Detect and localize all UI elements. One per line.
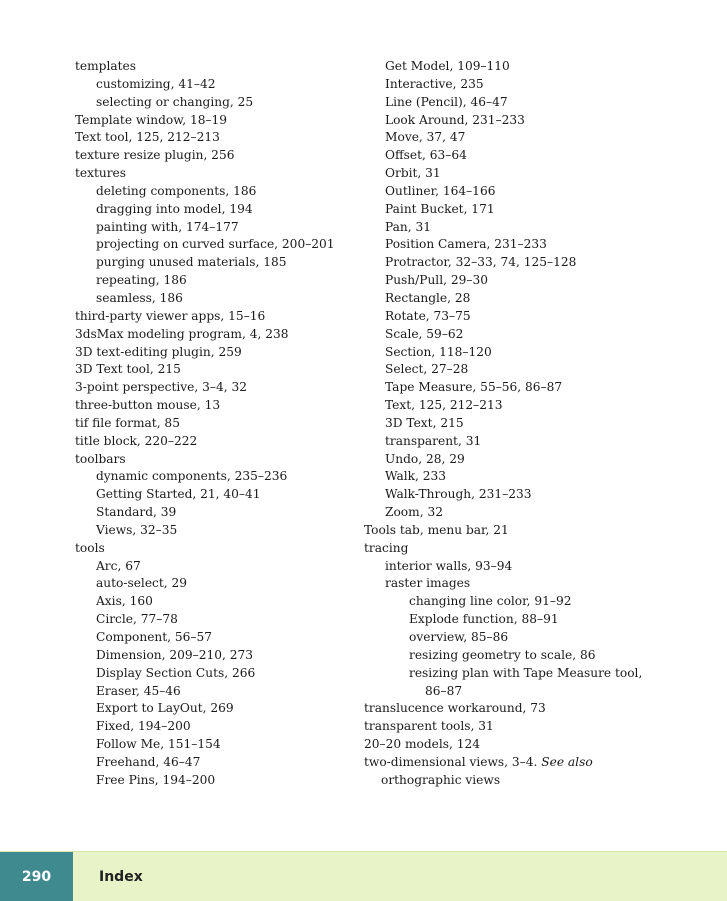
index-entry-text: Paint Bucket, 171 xyxy=(385,201,495,216)
index-entry xyxy=(75,201,360,219)
index-entry xyxy=(364,629,684,647)
index-entry-text: transparent tools, 31 xyxy=(364,719,494,734)
index-entry-text: 3D Text, 215 xyxy=(385,415,464,430)
index-entry-text: deleting components, 186 xyxy=(96,183,257,198)
index-entry xyxy=(364,540,684,558)
index-entry xyxy=(364,665,684,683)
index-entry xyxy=(364,593,684,611)
index-entry xyxy=(75,236,360,254)
index-entry xyxy=(75,290,360,308)
index-entry-text: overview, 85–86 xyxy=(409,630,509,644)
index-entry xyxy=(364,379,684,397)
index-entry-text: Component, 56–57 xyxy=(96,630,213,644)
index-entry-text: Tape Measure, 55–56, 86–87 xyxy=(385,380,563,395)
index-entry-text: repeating, 186 xyxy=(96,273,187,288)
index-entry-text: 3-point perspective, 3–4, 32 xyxy=(75,380,247,395)
index-entry xyxy=(75,683,360,701)
index-entry-text: Text tool, 125, 212–213 xyxy=(75,130,220,145)
index-entry xyxy=(75,522,360,540)
index-entry xyxy=(364,772,684,790)
index-entry-text: Select, 27–28 xyxy=(385,362,469,377)
index-entry xyxy=(75,272,360,290)
index-entry-text: Arc, 67 xyxy=(96,558,141,573)
index-entry-text: two-dimensional views, 3–4. xyxy=(364,754,538,769)
index-entry xyxy=(364,165,684,183)
index-entry-text: Free Pins, 194–200 xyxy=(96,772,216,787)
index-entry xyxy=(364,236,684,254)
index-entry-text: Look Around, 231–233 xyxy=(385,112,525,127)
index-entry-text: texture resize plugin, 256 xyxy=(75,148,235,163)
index-entry-text: 3dsMax modeling program, 4, 238 xyxy=(75,326,289,341)
index-entry-text: tif file format, 85 xyxy=(75,415,180,430)
index-entry-text: Move, 37, 47 xyxy=(385,130,466,145)
index-entry-text: transparent, 31 xyxy=(385,433,482,448)
index-entry-text: Undo, 28, 29 xyxy=(385,451,465,466)
index-entry xyxy=(364,58,684,76)
index-entry xyxy=(364,486,684,504)
index-entry xyxy=(364,433,684,451)
index-entry xyxy=(364,290,684,308)
index-entry-text: Push/Pull, 29–30 xyxy=(385,273,488,288)
index-entry-text: Position Camera, 231–233 xyxy=(385,237,547,252)
index-entry xyxy=(75,147,360,165)
index-entry-text: Rotate, 73–75 xyxy=(385,308,471,323)
index-entry-text: Circle, 77–78 xyxy=(96,612,178,627)
index-entry xyxy=(75,611,360,629)
index-entry xyxy=(364,112,684,130)
index-entry xyxy=(364,183,684,201)
index-entry-text: selecting or changing, 25 xyxy=(96,94,254,109)
index-entry xyxy=(75,754,360,772)
index-entry-text: auto-select, 29 xyxy=(96,576,188,591)
index-entry xyxy=(75,665,360,683)
index-entry-text: seamless, 186 xyxy=(96,290,183,305)
index-entry xyxy=(75,593,360,611)
index-entry xyxy=(75,344,360,362)
index-entry-text: Tools tab, menu bar, 21 xyxy=(364,522,509,537)
index-entry xyxy=(364,611,684,629)
index-entry-text: Zoom, 32 xyxy=(385,505,443,520)
index-entry xyxy=(75,326,360,344)
index-entry-text: 3D text-editing plugin, 259 xyxy=(75,344,242,359)
index-entry-text: Freehand, 46–47 xyxy=(96,754,201,769)
index-entry-text: resizing plan with Tape Measure tool, xyxy=(409,665,643,680)
index-entry-text: Walk-Through, 231–233 xyxy=(385,487,532,502)
index-entry xyxy=(364,147,684,165)
index-entry xyxy=(75,112,360,130)
index-entry xyxy=(75,415,360,433)
index-entry xyxy=(364,361,684,379)
index-column-left xyxy=(75,58,360,790)
index-entry xyxy=(75,468,360,486)
index-entry xyxy=(75,575,360,593)
index-entry xyxy=(364,272,684,290)
index-entry xyxy=(364,94,684,112)
index-entry-text: title block, 220–222 xyxy=(75,433,198,448)
index-entry xyxy=(364,522,684,540)
index-entry-text: Get Model, 109–110 xyxy=(385,59,510,73)
index-entry-text: toolbars xyxy=(75,451,126,466)
index-entry xyxy=(364,451,684,469)
index-entry-text: 20–20 models, 124 xyxy=(364,737,481,752)
index-entry-text: Views, 32–35 xyxy=(96,522,178,537)
index-entry xyxy=(364,76,684,94)
index-entry xyxy=(364,683,684,701)
index-entry xyxy=(364,254,684,272)
index-entry-text: 3D Text tool, 215 xyxy=(75,362,181,377)
index-entry xyxy=(75,219,360,237)
index-entry xyxy=(364,736,684,754)
index-entry xyxy=(364,219,684,237)
index-entry-text: Rectangle, 28 xyxy=(385,290,471,305)
index-entry-text: translucence workaround, 73 xyxy=(364,701,546,716)
index-entry-text: Follow Me, 151–154 xyxy=(96,737,221,752)
index-entry-text: Eraser, 45–46 xyxy=(96,683,181,698)
index-entry xyxy=(75,504,360,522)
index-entry-text: Pan, 31 xyxy=(385,219,432,234)
index-entry xyxy=(75,94,360,112)
index-entry xyxy=(75,397,360,415)
index-entry xyxy=(75,254,360,272)
index-entry-text: Text, 125, 212–213 xyxy=(385,398,503,413)
index-entry-text: dynamic components, 235–236 xyxy=(96,469,288,484)
index-entry-text: Orbit, 31 xyxy=(385,166,441,181)
index-entry-text: Standard, 39 xyxy=(96,505,177,520)
see-also-reference: See also xyxy=(541,754,593,769)
index-entry xyxy=(75,540,360,558)
index-entry xyxy=(75,772,360,790)
index-entry-text: changing line color, 91–92 xyxy=(409,594,572,609)
index-entry-text: tracing xyxy=(364,540,409,555)
index-entry-text: tools xyxy=(75,540,105,555)
index-entry-text: Outliner, 164–166 xyxy=(385,183,496,198)
index-entry xyxy=(364,129,684,147)
index-entry xyxy=(364,344,684,362)
index-entry-text: Fixed, 194–200 xyxy=(96,719,191,734)
index-entry-text: Axis, 160 xyxy=(96,594,153,609)
index-entry-text: Display Section Cuts, 266 xyxy=(96,665,256,680)
index-entry xyxy=(364,504,684,522)
index-entry-text: Scale, 59–62 xyxy=(385,326,464,341)
index-entry xyxy=(75,58,360,76)
index-entry xyxy=(75,451,360,469)
index-entry xyxy=(75,129,360,147)
index-entry-text: resizing geometry to scale, 86 xyxy=(409,647,596,662)
index-entry-text: Template window, 18–19 xyxy=(75,112,228,127)
index-column-right xyxy=(364,58,684,790)
index-entry-text: Protractor, 32–33, 74, 125–128 xyxy=(385,255,577,270)
index-entry xyxy=(364,201,684,219)
index-entry xyxy=(364,700,684,718)
index-entry xyxy=(75,76,360,94)
index-entry xyxy=(75,629,360,647)
index-entry xyxy=(75,183,360,201)
index-entry xyxy=(364,397,684,415)
index-entry xyxy=(75,486,360,504)
index-entry-text: painting with, 174–177 xyxy=(96,219,239,234)
index-entry xyxy=(364,647,684,665)
index-entry-text: Export to LayOut, 269 xyxy=(96,701,234,716)
index-entry-text: Dimension, 209–210, 273 xyxy=(96,647,254,662)
index-entry-text: Walk, 233 xyxy=(385,469,447,484)
index-entry-text: templates xyxy=(75,59,136,73)
index-entry xyxy=(75,736,360,754)
index-entry-text: Section, 118–120 xyxy=(385,344,492,359)
index-entry xyxy=(75,700,360,718)
index-entry xyxy=(364,754,684,772)
index-entry xyxy=(75,361,360,379)
section-label: Index xyxy=(99,868,143,885)
index-entry xyxy=(75,558,360,576)
index-entry xyxy=(75,433,360,451)
index-entry-text: 86–87 xyxy=(425,683,463,698)
index-entry-text: interior walls, 93–94 xyxy=(385,558,513,573)
index-entry-text: Getting Started, 21, 40–41 xyxy=(96,487,261,502)
index-entry-text: Interactive, 235 xyxy=(385,76,484,91)
index-entry xyxy=(364,558,684,576)
index-entry xyxy=(364,415,684,433)
index-entry xyxy=(364,718,684,736)
index-entry-text: Explode function, 88–91 xyxy=(409,612,559,627)
index-entry xyxy=(364,308,684,326)
index-entry-text: Offset, 63–64 xyxy=(385,148,467,163)
index-entry xyxy=(364,326,684,344)
index-entry-text: raster images xyxy=(385,576,471,591)
index-entry-text: third-party viewer apps, 15–16 xyxy=(75,308,266,323)
index-entry xyxy=(364,575,684,593)
index-entry xyxy=(75,718,360,736)
index-entry xyxy=(364,468,684,486)
index-entry xyxy=(75,165,360,183)
index-entry-text: purging unused materials, 185 xyxy=(96,255,287,270)
index-entry-text: orthographic views xyxy=(381,772,501,787)
page-footer xyxy=(0,851,727,901)
index-entry-text: three-button mouse, 13 xyxy=(75,398,221,413)
index-entry xyxy=(75,647,360,665)
index-entry-text: dragging into model, 194 xyxy=(96,201,253,216)
index-entry xyxy=(75,379,360,397)
index-entry-text: customizing, 41–42 xyxy=(96,76,216,91)
index-entry-text: Line (Pencil), 46–47 xyxy=(385,94,508,109)
page-number: 290 xyxy=(0,852,73,901)
index-entry xyxy=(75,308,360,326)
index-entry-text: projecting on curved surface, 200–201 xyxy=(96,237,335,252)
index-entry-text: textures xyxy=(75,166,127,181)
